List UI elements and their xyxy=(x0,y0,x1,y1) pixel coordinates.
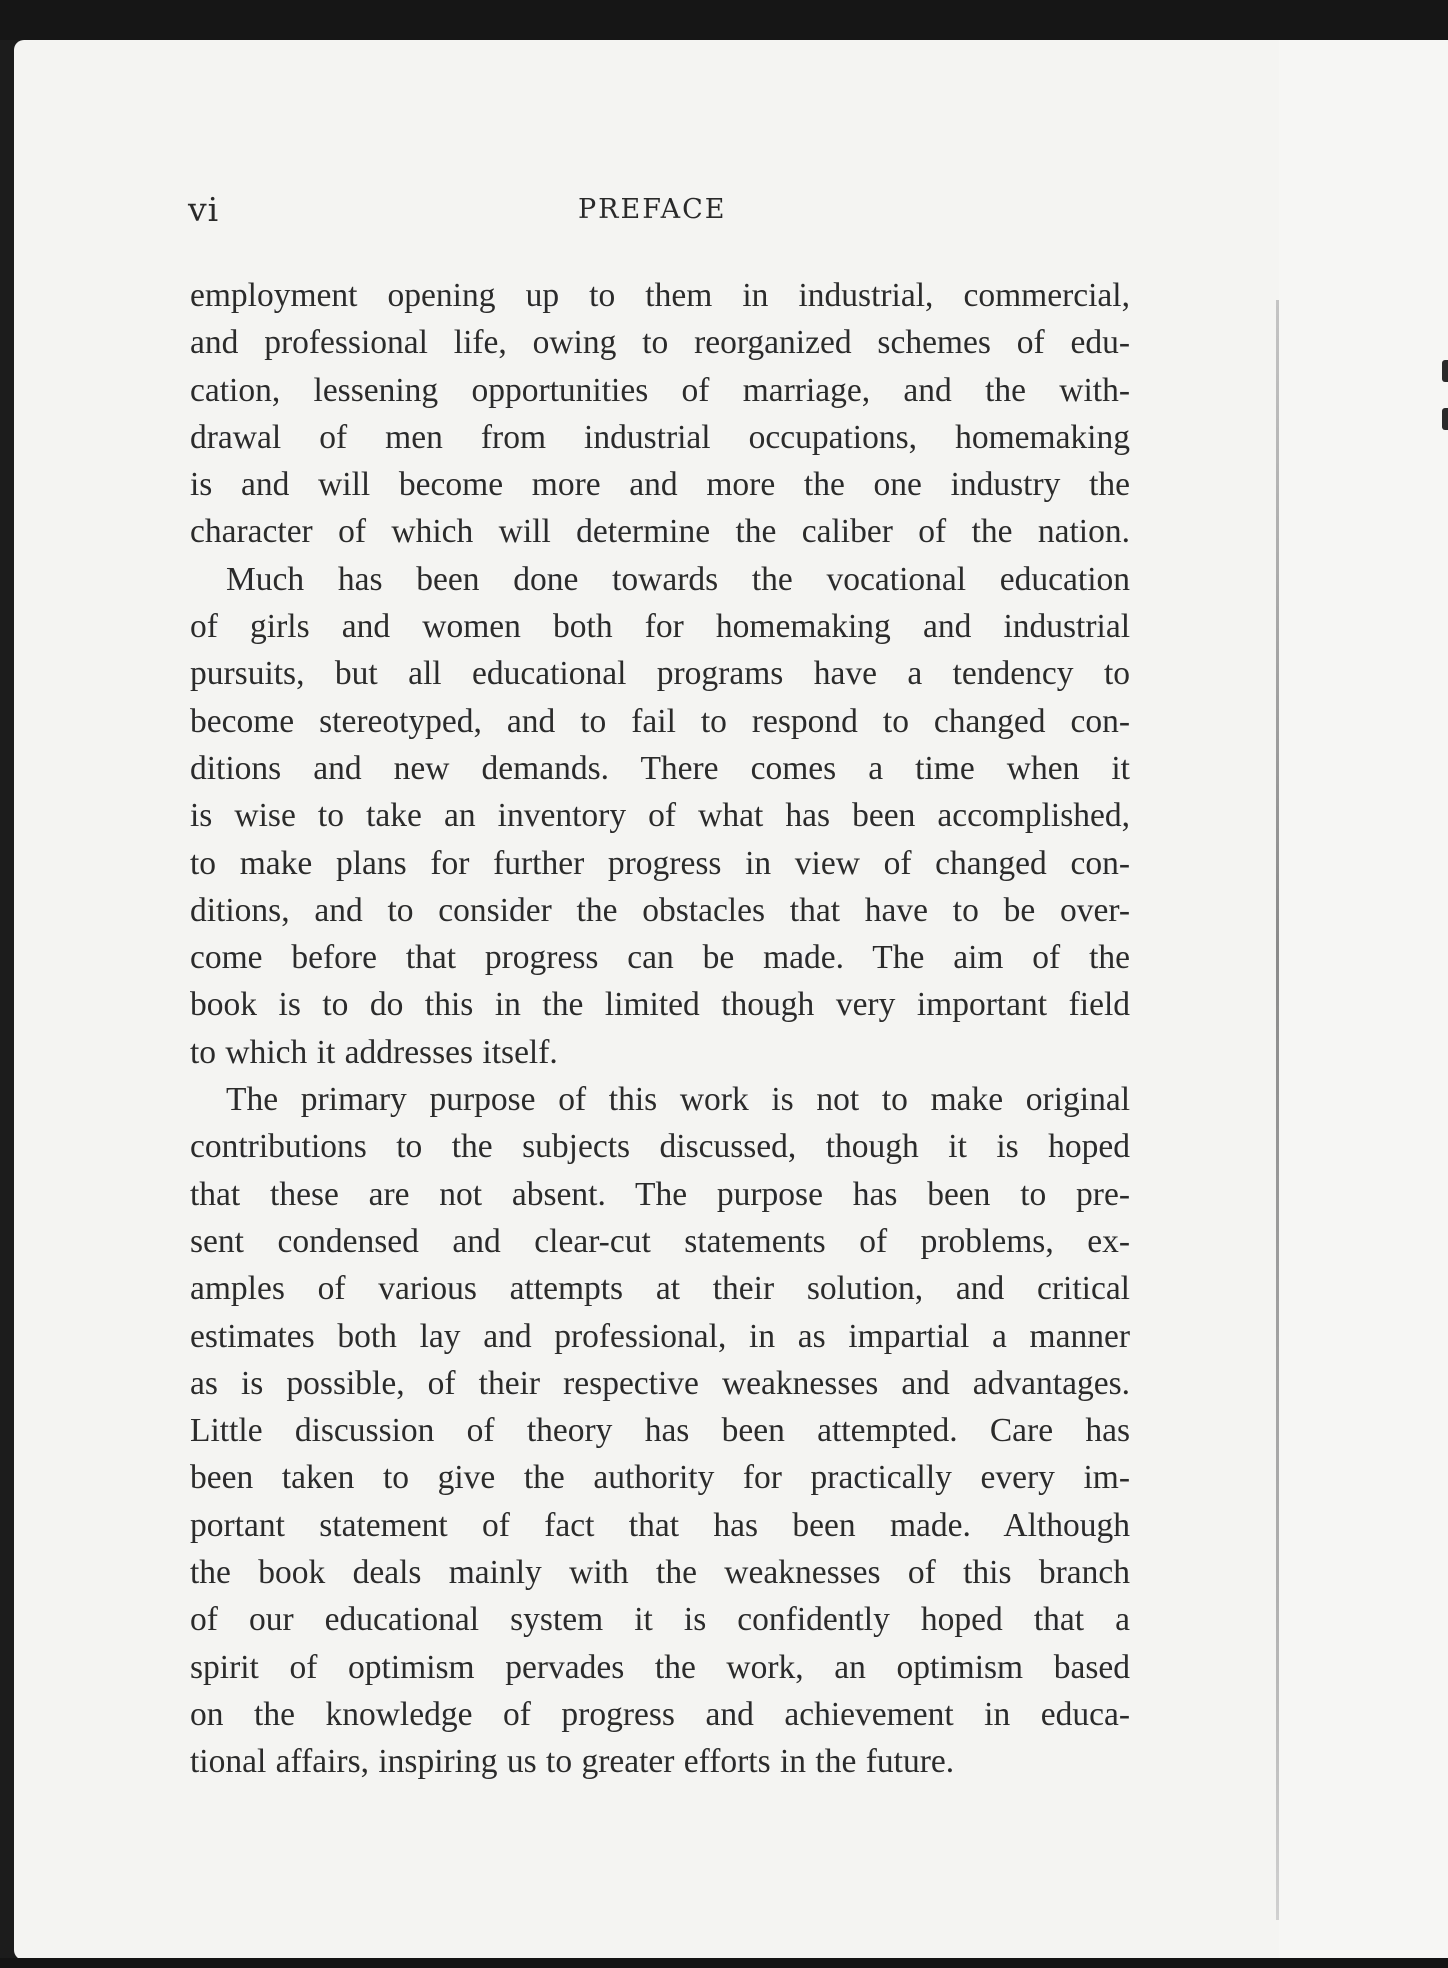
scan-edge-mark xyxy=(1442,360,1448,382)
text-line: drawal of men from industrial occupations, homemaking xyxy=(190,418,1130,456)
text-line: amples of various attempts at their solution, and critical xyxy=(190,1270,1130,1308)
paragraph xyxy=(190,272,1130,556)
paragraph xyxy=(190,556,1130,1076)
text-line: is and will become more and more the one industry the xyxy=(190,466,1130,504)
text-line: employment opening up to them in industrial, commercial, xyxy=(190,277,1130,314)
text-line: estimates both lay and professional, in as impartial a manner xyxy=(190,1317,1130,1355)
body-text xyxy=(190,272,1130,1786)
scan-edge-mark xyxy=(1442,408,1448,430)
text-line: of girls and women both for homemaking and industrial xyxy=(190,608,1130,646)
paragraph xyxy=(190,1076,1130,1785)
text-line: of our educational system it is confidently hoped that a xyxy=(190,1601,1130,1639)
text-line: ditions, and to consider the obstacles that have to be over- xyxy=(190,891,1130,929)
text-line: cation, lessening opportunities of marriage, and the with- xyxy=(190,371,1130,409)
text-line: become stereotyped, and to fail to respond to changed con- xyxy=(190,702,1130,740)
text-line: tional affairs, inspiring us to greater efforts in the future. xyxy=(190,1743,955,1781)
text-line: spirit of optimism pervades the work, an optimism based xyxy=(190,1648,1130,1686)
running-head: PREFACE xyxy=(578,194,727,225)
text-line: The primary purpose of this work is not to make original xyxy=(226,1081,1130,1119)
text-line: and professional life, owing to reorganized schemes of edu- xyxy=(190,324,1130,362)
text-line: character of which will determine the caliber of the nation. xyxy=(190,513,1130,551)
text-line: as is possible, of their respective weaknesses and advantages. xyxy=(190,1364,1130,1402)
text-line: is wise to take an inventory of what has been accomplished, xyxy=(190,797,1130,835)
text-line: on the knowledge of progress and achievement in educa- xyxy=(190,1695,1130,1733)
page-header xyxy=(188,190,1138,230)
text-line: pursuits, but all educational programs have a tendency to xyxy=(190,655,1130,693)
page-number: vi xyxy=(188,190,220,229)
text-line: book is to do this in the limited though very important field xyxy=(190,986,1130,1024)
scan-top-border xyxy=(0,0,1448,40)
text-line: sent condensed and clear-cut statements of problems, ex- xyxy=(190,1222,1130,1260)
text-line: to which it addresses itself. xyxy=(190,1033,558,1071)
text-line: ditions and new demands. There comes a time when it xyxy=(190,749,1130,787)
text-line: portant statement of fact that has been made. Although xyxy=(190,1506,1130,1544)
adjacent-page-edge xyxy=(1279,40,1448,1960)
text-line: to make plans for further progress in view of changed con- xyxy=(190,844,1130,882)
scan-bottom-border xyxy=(0,1958,1448,1968)
text-line: contributions to the subjects discussed, though it is hoped xyxy=(190,1128,1130,1166)
text-line: the book deals mainly with the weaknesses of this branch xyxy=(190,1554,1130,1592)
text-line: Much has been done towards the vocational education xyxy=(226,560,1130,598)
text-line: that these are not absent. The purpose has been to pre- xyxy=(190,1175,1130,1213)
text-line: been taken to give the authority for practically every im- xyxy=(190,1459,1130,1497)
text-line: Little discussion of theory has been attempted. Care has xyxy=(190,1412,1130,1450)
text-line: come before that progress can be made. The aim of the xyxy=(190,939,1130,977)
page-gutter-line xyxy=(1276,300,1279,1920)
